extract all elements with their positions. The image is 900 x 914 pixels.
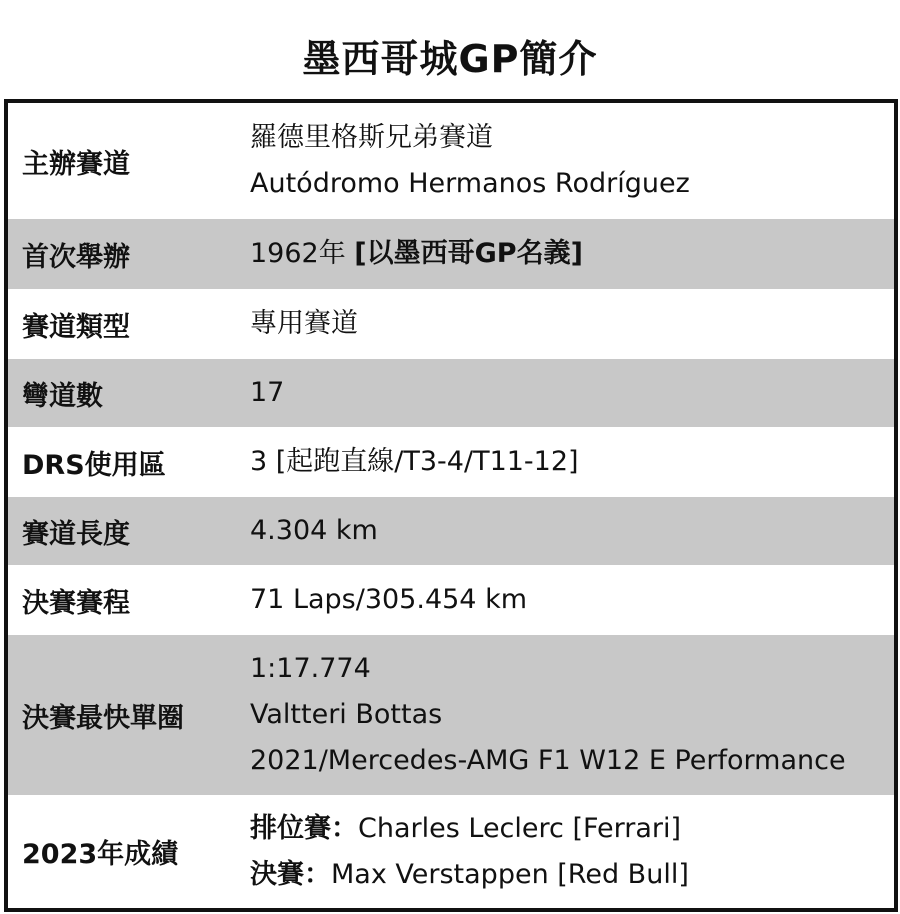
fastest-lap-driver: Valtteri Bottas [250, 699, 443, 730]
row-value [250, 497, 888, 565]
table-row-2023-results [8, 795, 894, 908]
length-value: 4.304 km [250, 515, 378, 546]
qualifying-text: Charles Leclerc [Ferrari] [358, 812, 682, 844]
circuit-name-en: Autódromo Hermanos Rodríguez [250, 168, 690, 199]
row-label: 2023年成績 [22, 839, 179, 870]
row-value [250, 103, 888, 219]
row-value [250, 795, 888, 908]
row-label: 首次舉辦 [22, 241, 130, 273]
table-row-fastest-lap [8, 635, 894, 795]
row-label: 賽道長度 [22, 518, 130, 550]
circuit-type-value: 專用賽道 [250, 308, 358, 339]
row-label: DRS使用區 [22, 449, 166, 481]
race-distance-value: 71 Laps/305.454 km [250, 584, 528, 615]
row-value [250, 289, 888, 359]
qualifying-prefix: 排位賽： [250, 812, 358, 844]
first-held-year: 1962年 [250, 238, 355, 269]
row-value [250, 219, 888, 289]
first-held-note: [以墨西哥GP名義] [354, 238, 583, 269]
race-text: Max Verstappen [Red Bull] [331, 858, 689, 890]
info-table [4, 99, 898, 912]
race-prefix: 決賽： [250, 858, 331, 890]
table-row-corners [8, 359, 894, 427]
corners-value: 17 [250, 377, 285, 408]
table-row-race-distance [8, 565, 894, 635]
row-label: 賽道類型 [22, 311, 130, 343]
table-row-length [8, 497, 894, 565]
circuit-name-zh: 羅德里格斯兄弟賽道 [250, 122, 493, 153]
row-label: 主辦賽道 [22, 148, 130, 180]
row-label: 決賽最快單圈 [22, 702, 184, 734]
qualifying-result [250, 806, 888, 852]
row-value [250, 359, 888, 427]
table-row-drs [8, 427, 894, 497]
row-value [250, 565, 888, 635]
page-title: 墨西哥城GP簡介 [302, 37, 598, 81]
row-value [250, 427, 888, 497]
row-label: 彎道數 [22, 380, 103, 412]
race-result [250, 852, 888, 898]
row-label: 決賽賽程 [22, 587, 130, 619]
table-row-circuit [8, 103, 894, 219]
fastest-lap-car: 2021/Mercedes-AMG F1 W12 E Performance [250, 745, 846, 776]
table-row-first-held [8, 219, 894, 289]
drs-value: 3 [起跑直線/T3-4/T11-12] [250, 446, 579, 477]
fastest-lap-time: 1:17.774 [250, 653, 371, 684]
table-row-circuit-type [8, 289, 894, 359]
row-value [250, 635, 888, 795]
